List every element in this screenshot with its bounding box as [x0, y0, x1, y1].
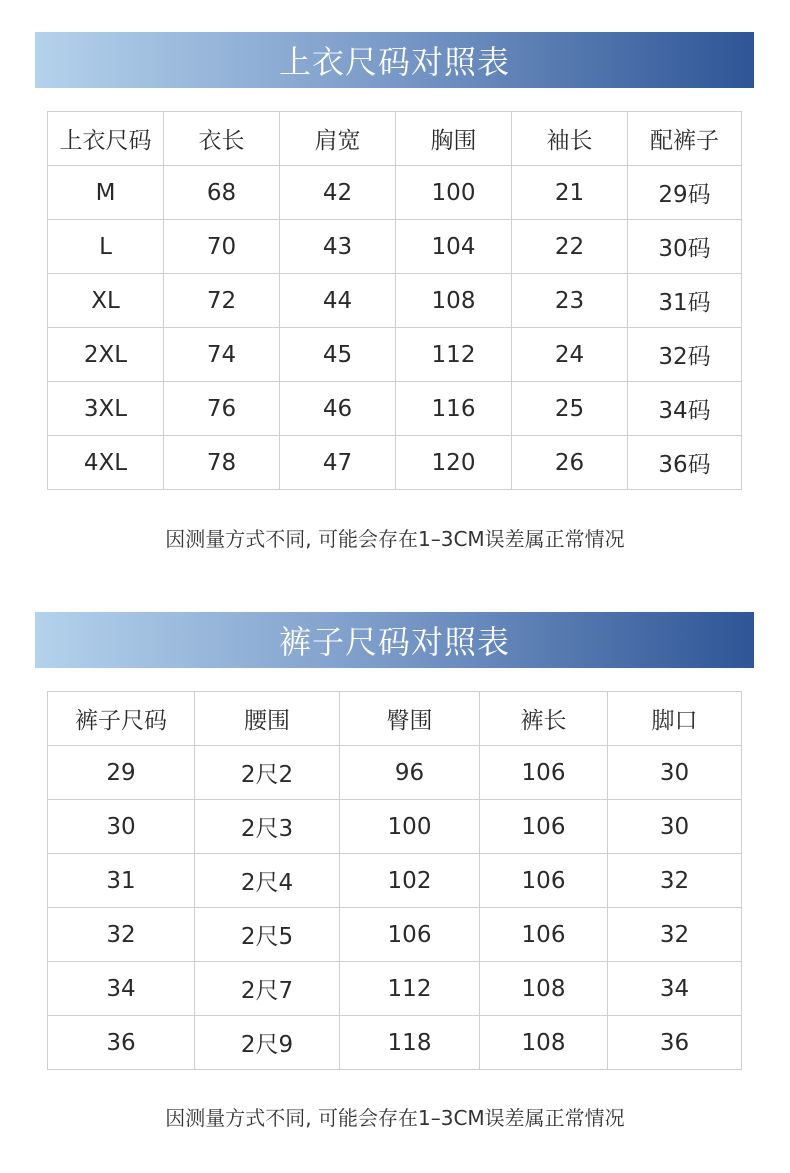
table-cell: 46 [280, 382, 396, 436]
table-cell: 34 [608, 962, 742, 1016]
table-cell: 2尺9 [195, 1016, 340, 1070]
table-cell: 36码 [628, 436, 742, 490]
table-cell: 2尺2 [195, 746, 340, 800]
table-row [48, 908, 742, 962]
table-cell: 96 [340, 746, 480, 800]
table-cell: 32 [608, 854, 742, 908]
table-cell: 30 [608, 746, 742, 800]
table-cell: 2尺5 [195, 908, 340, 962]
column-header: 袖长 [512, 112, 628, 166]
top-section-title: 上衣尺码对照表 [278, 43, 510, 81]
table-cell: 34码 [628, 382, 742, 436]
table-cell: 23 [512, 274, 628, 328]
table-cell: 112 [340, 962, 480, 1016]
table-row [48, 328, 742, 382]
table-cell: 106 [480, 854, 608, 908]
column-header: 胸围 [396, 112, 512, 166]
table-cell: 68 [164, 166, 280, 220]
table-cell: 72 [164, 274, 280, 328]
table-cell: 100 [340, 800, 480, 854]
table-cell: 3XL [48, 382, 164, 436]
table-cell: XL [48, 274, 164, 328]
column-header: 裤子尺码 [48, 692, 195, 746]
table-cell: 29 [48, 746, 195, 800]
table-cell: 108 [396, 274, 512, 328]
table-cell: 2XL [48, 328, 164, 382]
table-cell: 74 [164, 328, 280, 382]
table-cell: 36 [608, 1016, 742, 1070]
bottom-section-banner [35, 612, 754, 668]
table-cell: 30码 [628, 220, 742, 274]
table-row [48, 746, 742, 800]
column-header: 腰围 [195, 692, 340, 746]
table-cell: 118 [340, 1016, 480, 1070]
table-cell: 112 [396, 328, 512, 382]
table-cell: M [48, 166, 164, 220]
table-cell: 24 [512, 328, 628, 382]
table-cell: 104 [396, 220, 512, 274]
table-row [48, 800, 742, 854]
table-cell: 2尺4 [195, 854, 340, 908]
table-cell: 26 [512, 436, 628, 490]
table-cell: 70 [164, 220, 280, 274]
bottom-section-title: 裤子尺码对照表 [278, 623, 510, 661]
table-cell: 32码 [628, 328, 742, 382]
table-cell: 32 [608, 908, 742, 962]
table-cell: 47 [280, 436, 396, 490]
table-cell: L [48, 220, 164, 274]
table-row [48, 274, 742, 328]
table-cell: 108 [480, 1016, 608, 1070]
table-cell: 22 [512, 220, 628, 274]
table-cell: 2尺3 [195, 800, 340, 854]
table-cell: 120 [396, 436, 512, 490]
table-row [48, 382, 742, 436]
table-cell: 100 [396, 166, 512, 220]
table-cell: 30 [608, 800, 742, 854]
column-header: 臀围 [340, 692, 480, 746]
table-cell: 2尺7 [195, 962, 340, 1016]
column-header: 脚口 [608, 692, 742, 746]
table-cell: 30 [48, 800, 195, 854]
top-size-table [47, 111, 742, 490]
table-cell: 106 [480, 800, 608, 854]
column-header: 上衣尺码 [48, 112, 164, 166]
table-cell: 34 [48, 962, 195, 1016]
table-cell: 21 [512, 166, 628, 220]
table-cell: 31码 [628, 274, 742, 328]
table-cell: 78 [164, 436, 280, 490]
table-cell: 45 [280, 328, 396, 382]
table-cell: 106 [480, 908, 608, 962]
table-cell: 76 [164, 382, 280, 436]
table-header-row [48, 692, 742, 746]
table-row [48, 220, 742, 274]
table-row [48, 962, 742, 1016]
table-cell: 106 [340, 908, 480, 962]
table-cell: 42 [280, 166, 396, 220]
column-header: 配裤子 [628, 112, 742, 166]
table-cell: 108 [480, 962, 608, 1016]
bottom-size-table [47, 691, 742, 1070]
column-header: 裤长 [480, 692, 608, 746]
table-row [48, 1016, 742, 1070]
table-cell: 29码 [628, 166, 742, 220]
table-cell: 36 [48, 1016, 195, 1070]
table-cell: 44 [280, 274, 396, 328]
top-section-banner [35, 32, 754, 88]
column-header: 衣长 [164, 112, 280, 166]
table-cell: 25 [512, 382, 628, 436]
table-cell: 116 [396, 382, 512, 436]
table-cell: 31 [48, 854, 195, 908]
measurement-note: 因测量方式不同, 可能会存在1–3CM误差属正常情况 [165, 527, 625, 551]
measurement-note: 因测量方式不同, 可能会存在1–3CM误差属正常情况 [165, 1106, 625, 1130]
table-row [48, 436, 742, 490]
table-row [48, 854, 742, 908]
table-cell: 106 [480, 746, 608, 800]
column-header: 肩宽 [280, 112, 396, 166]
table-row [48, 166, 742, 220]
table-cell: 43 [280, 220, 396, 274]
table-cell: 102 [340, 854, 480, 908]
table-cell: 32 [48, 908, 195, 962]
table-header-row [48, 112, 742, 166]
table-cell: 4XL [48, 436, 164, 490]
